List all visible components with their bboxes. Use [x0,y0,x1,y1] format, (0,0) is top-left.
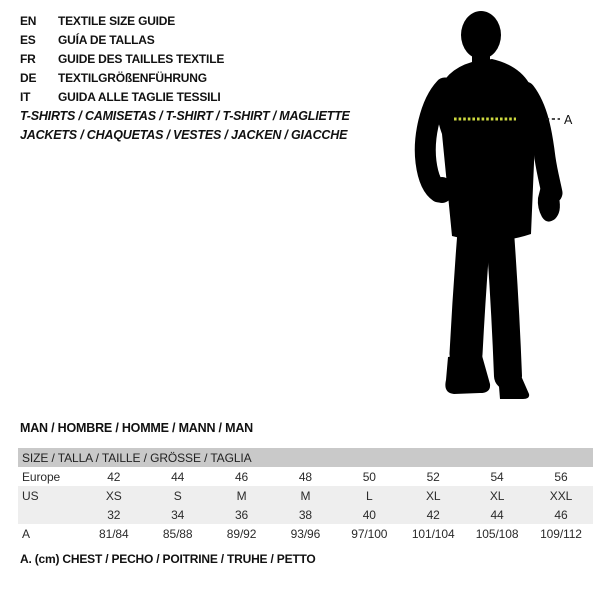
lang-label: TEXTILE SIZE GUIDE [58,14,176,28]
garment-categories [20,107,350,145]
cell: 34 [146,505,210,524]
cell: 97/100 [351,526,388,541]
lang-row-it [20,88,224,107]
cell: S [146,486,210,505]
size-table-header-row [18,448,593,467]
cell: 89/92 [226,526,257,541]
table-row-chest-a [18,524,593,543]
lang-row-de [20,69,224,88]
cell: 56 [554,469,568,484]
front-shoe-shape [445,352,490,394]
language-list [20,12,224,107]
cell: 50 [362,469,376,484]
front-leg-shape [466,232,474,354]
cell: 101/104 [411,526,455,541]
row-label [18,505,82,524]
cell: 44 [171,469,185,484]
row-label: US [18,486,82,505]
cell: 105/108 [475,526,519,541]
back-foot-shape [498,374,529,399]
table-row-us [18,486,593,505]
cell: 48 [298,469,313,484]
table-row-europe [18,467,593,486]
cell: M [274,486,338,505]
cell: 81/84 [99,526,129,541]
cell: M [210,486,274,505]
left-hand-shape [431,177,453,203]
cell: 36 [210,505,274,524]
cell: 40 [337,505,401,524]
cell: 44 [465,505,529,524]
table-row-numeric [18,505,593,524]
cell: 32 [82,505,146,524]
left-arm-shape [425,88,445,192]
lang-label: GUÍA DE TALLAS [58,33,155,47]
back-leg-shape [500,232,508,376]
cell: 93/96 [290,526,321,541]
cell: 85/88 [162,526,193,541]
cell: 109/112 [540,526,582,541]
lang-row-fr [20,50,224,69]
cell: XXL [529,486,593,505]
lang-row-es [20,31,224,50]
cell: XL [401,486,465,505]
row-label: Europe [22,469,61,484]
lang-row-en [20,12,224,31]
cell: XL [465,486,529,505]
category-jackets: JACKETS / CHAQUETAS / VESTES / JACKEN / GIACCHE [20,128,348,142]
size-table-header: SIZE / TALLA / TAILLE / GRÖSSE / TAGLIA [18,448,593,467]
cell: XS [82,486,146,505]
cell: 38 [274,505,338,524]
cell: 46 [234,469,249,484]
cell: 52 [426,469,440,484]
cell: L [337,486,401,505]
section-title-man: MAN / HOMBRE / HOMME / MANN / MAN [20,421,253,435]
size-table [18,448,593,543]
lang-code: IT [20,90,31,104]
man-figure [388,2,598,410]
cell: 42 [401,505,465,524]
measure-label-a: A [564,113,573,127]
row-label: A [22,526,30,541]
lang-code: EN [20,14,37,28]
lang-code: ES [20,33,36,47]
chest-measure-footnote: A. (cm) CHEST / PECHO / POITRINE / TRUHE / PETTO [20,552,316,566]
man-silhouette [388,2,598,410]
cell: 54 [490,469,504,484]
cell: 42 [107,469,121,484]
lang-code: FR [20,52,36,66]
cell: 46 [529,505,593,524]
category-tshirts: T-SHIRTS / CAMISETAS / T-SHIRT / T-SHIRT / MAGLIETTE [20,109,350,123]
lang-code: DE [20,71,37,85]
lang-label: GUIDA ALLE TAGLIE TESSILI [58,90,221,104]
lang-label: TEXTILGRÖßENFÜHRUNG [58,71,207,85]
lang-label: GUIDE DES TAILLES TEXTILE [58,52,225,66]
